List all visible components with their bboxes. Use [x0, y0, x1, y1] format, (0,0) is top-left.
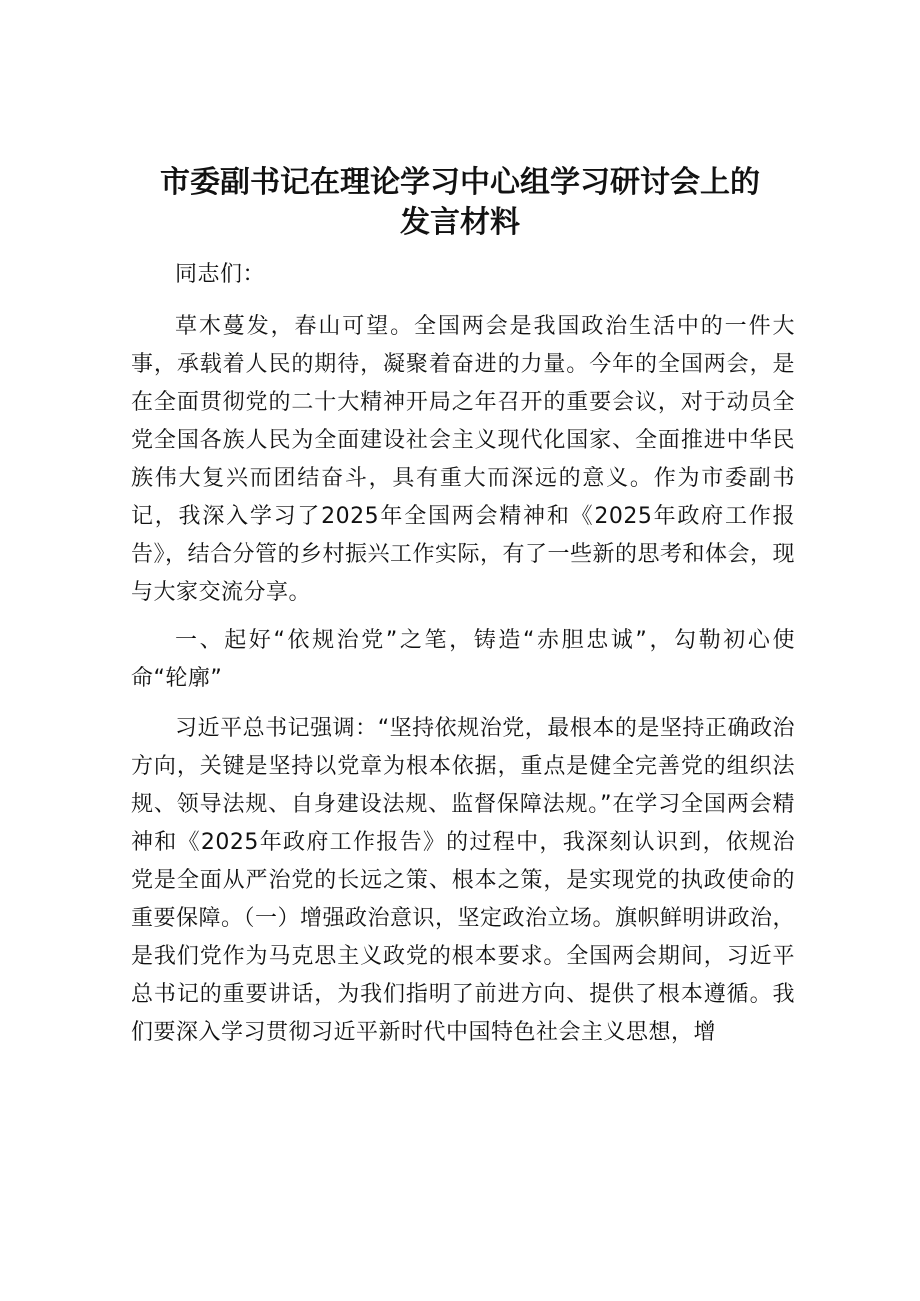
document-body [131, 256, 795, 1062]
paragraph-intro: 草木蔓发，春山可望。全国两会是我国政治生活中的一件大事，承载着人民的期待，凝聚着奋进的力量。今年的全国两会，是在全面贯彻党的二十大精神开局之年召开的重要会议，对于动员全党全国各族人民为全面建设社会主义现代化国家、全面推进中华民族伟大复兴而团结奋斗，具有重大而深远的意义。作为市委副书记，我深入学习了2025年全国两会精神和《2025年政府工作报告》，结合分管的乡村振兴工作实际，有了一些新的思考和体会，现与大家交流分享。 [131, 314, 796, 605]
salutation: 同志们： [175, 262, 266, 287]
section-heading-1: 一、起好“依规治党”之笔，铸造“赤胆忠诚”，勾勒初心使命“轮廓” [131, 628, 795, 691]
paragraph-section-1: 习近平总书记强调：“坚持依规治党，最根本的是坚持正确政治方向，关键是坚持以党章为根本依据，重点是健全完善党的组织法规、领导法规、自身建设法规、监督保障法规。”在学习全国两会精神和《2025年政府工作报告》的过程中，我深刻认识到，依规治党是全面从严治党的长远之策、根本之策，是实现党的执政使命的重要保障。（一）增强政治意识，坚定政治立场。旗帜鲜明讲政治，是我们党作为马克思主义政党的根本要求。全国两会期间，习近平总书记的重要讲话，为我们指明了前进方向、提供了根本遵循。我们要深入学习贯彻习近平新时代中国特色社会主义思想，增 [131, 716, 796, 1045]
title-line-1: 市委副书记在理论学习中心组学习研讨会上的 [160, 165, 760, 200]
document-title [120, 163, 800, 243]
title-line-2: 发言材料 [400, 205, 520, 240]
